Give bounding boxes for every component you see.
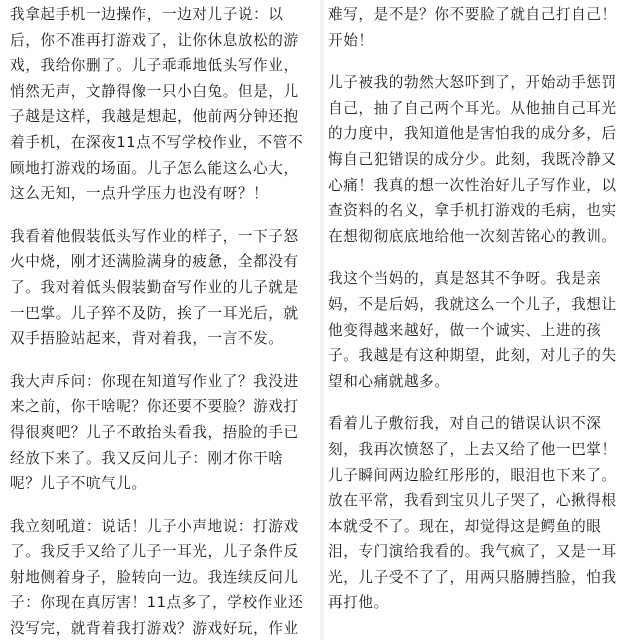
text-line: 经放下来了。我又反问儿子：刚才你干啥 (10, 449, 284, 467)
text-line: 儿子被我的勃然大怒吓到了，开始动手惩罚 (328, 74, 617, 92)
paragraph-gap (328, 394, 634, 411)
paragraph (328, 70, 634, 249)
text-line: 心痛！我真的想一次性治好儿子写作业，以 (328, 176, 617, 194)
text-line: 光，儿子受不了了，用两只胳膊挡脸，怕我 (328, 568, 617, 586)
paragraph (328, 2, 634, 53)
text-line: 后，你不准再打游戏了，让你休息放松的游 (10, 31, 299, 49)
text-line: 再打他。 (328, 594, 389, 612)
text-line: 着手机，在深夜11点不写学校作业，不管不 (10, 133, 304, 151)
text-line: 子：你现在真厉害！11点多了，学校作业还 (10, 594, 304, 612)
paragraph (10, 369, 315, 497)
paragraph (10, 514, 315, 640)
text-line: 悄然无声，文静得像一只小白兔。但是，儿 (10, 82, 299, 100)
text-line: 在想彻彻底底地给他一次刻苦铭心的教训。 (328, 227, 617, 245)
text-line: 悔自己犯错误的成分少。此刻，我既冷静又 (328, 150, 617, 168)
text-line: 射地侧着身子，脸转向一边。我连续反问儿 (10, 568, 299, 586)
text-line: 戏，我给你删了。儿子乖乖地低头写作业， (10, 57, 299, 75)
column-divider (320, 0, 324, 640)
text-line: 双手捂脸站起来，背对着我，一言不发。 (10, 330, 284, 348)
text-line: 了。我反手又给了儿子一耳光，儿子条件反 (10, 543, 299, 561)
text-line: 看着儿子敷衍我，对自己的错误认识不深 (328, 415, 602, 433)
text-line: 我拿起手机一边操作，一边对儿子说：以 (10, 6, 284, 23)
text-line: 这么无知，一点升学压力也没有呀？！ (10, 185, 269, 203)
right-column (328, 0, 634, 640)
text-line: 子越是这样，我越是想起，他前两分钟还抱 (10, 108, 299, 126)
text-line: 子。我越是有这种期望，此刻，对儿子的失 (328, 347, 617, 365)
text-line: 的力度中，我知道他是害怕我的成分多，后 (328, 125, 617, 143)
text-line: 本就受不了。现在，却觉得这是鳄鱼的眼 (328, 517, 602, 535)
text-line: 自己，抽了自己两个耳光。从他抽自己耳光 (328, 99, 617, 117)
text-line: 没写完，就背着我打游戏？游戏好玩，作业 (10, 620, 299, 638)
text-line: 我大声斥问：你现在知道写作业了？我没进 (10, 372, 299, 390)
text-line: 儿子瞬间两边脸红彤彤的，眼泪也下来了。 (328, 466, 617, 484)
text-line: 他变得越来越好，做一个诚实、上进的孩 (328, 321, 602, 339)
left-column (10, 0, 315, 640)
text-line: 刻，我再次愤怒了，上去又给了他一巴掌！ (328, 440, 617, 458)
text-line: 来之前，你干啥呢？你还要不要脸？游戏打 (10, 398, 299, 416)
text-line: 了。我对着低头假装勤奋写作业的儿子就是 (10, 278, 299, 296)
text-line: 妈，不是后妈，我就这么一个儿子，我想让 (328, 295, 617, 313)
text-line: 我立刻吼道：说话！儿子小声地说：打游戏 (10, 517, 299, 535)
paragraph (328, 266, 634, 394)
paragraph-gap (10, 207, 315, 224)
paragraph (328, 411, 634, 616)
text-line: 得很爽吧？儿子不敢抬头看我，捂脸的手已 (10, 423, 299, 441)
paragraph-gap (328, 249, 634, 266)
paragraph (10, 2, 315, 207)
text-line: 难写，是不是？你不要脸了就自己打自己！ (328, 6, 617, 23)
paragraph-gap (10, 497, 315, 514)
text-line: 泪，专门演给我看的。我气疯了，又是一耳 (328, 543, 617, 561)
paragraph (10, 224, 315, 352)
text-line: 望和心痛就越多。 (328, 372, 450, 390)
text-line: 一巴掌。儿子猝不及防，挨了一耳光后，就 (10, 304, 299, 322)
paragraph-gap (328, 53, 634, 70)
text-line: 查资料的名义，拿手机打游戏的毛病，也实 (328, 202, 617, 220)
text-line: 放在平常，我看到宝贝儿子哭了，心揪得根 (328, 492, 617, 510)
text-line: 顾地打游戏的场面。儿子怎么能这么心大， (10, 159, 299, 177)
text-line: 开始！ (328, 31, 374, 49)
paragraph-gap (10, 352, 315, 369)
text-line: 呢？儿子不吭气儿。 (10, 475, 147, 493)
text-line: 我看着他假装低头写作业的样子，一下子怒 (10, 227, 299, 245)
text-line: 火中烧，刚才还满脸满身的疲惫，全都没有 (10, 253, 299, 271)
text-line: 我这个当妈的，真是怒其不争呀。我是亲 (328, 270, 602, 288)
